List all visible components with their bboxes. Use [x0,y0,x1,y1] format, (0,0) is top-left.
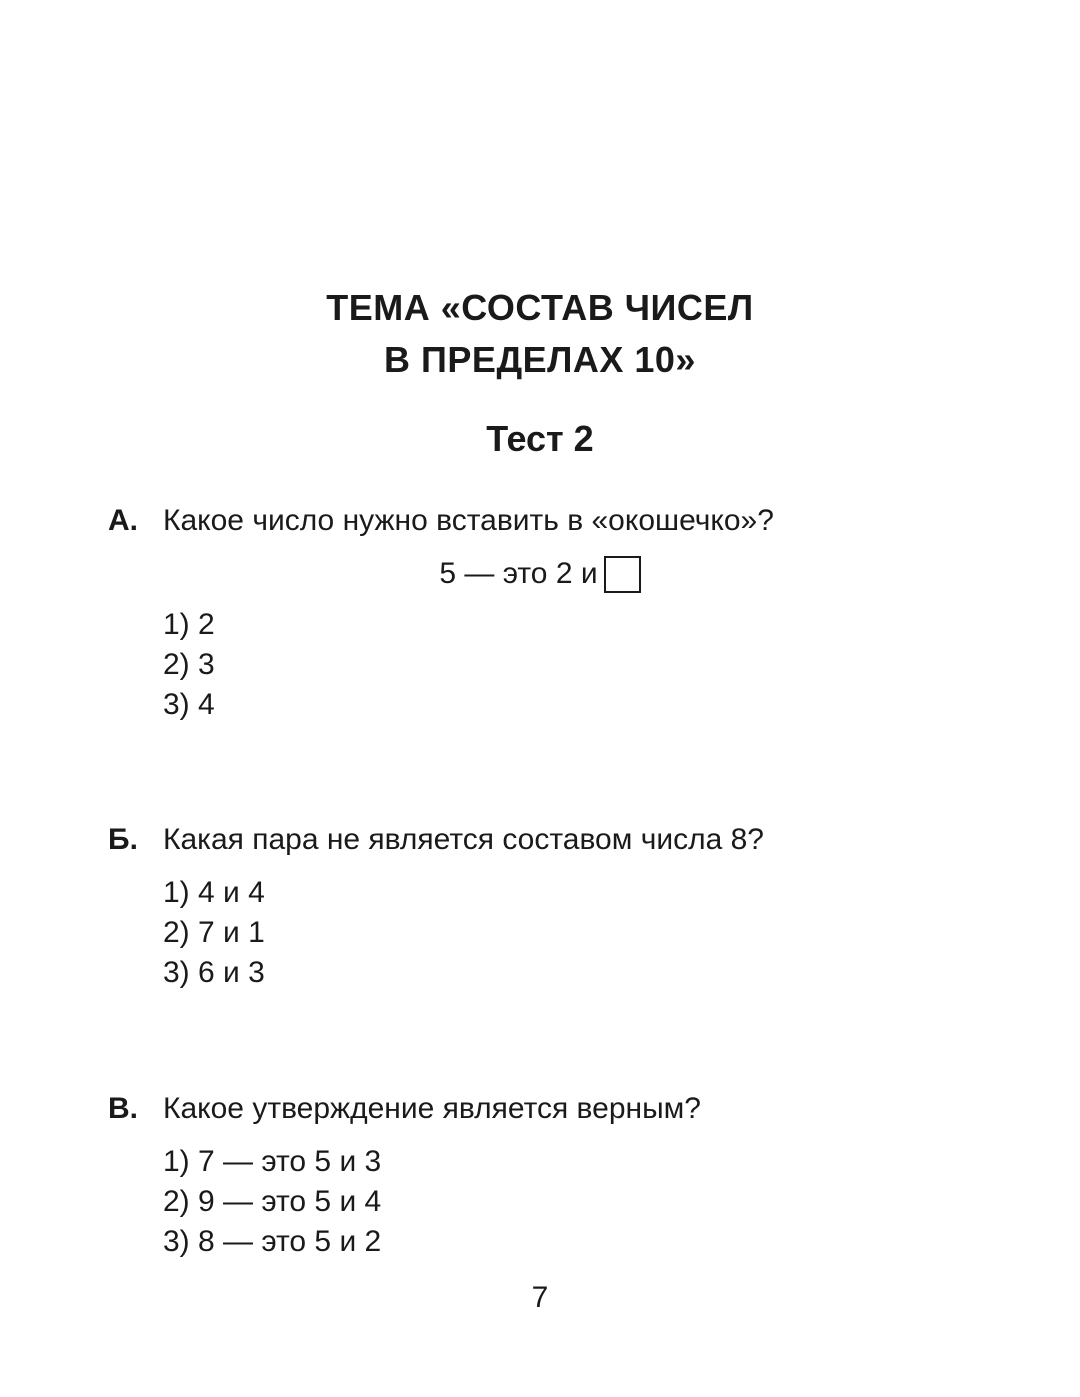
answer-window-box [604,556,641,593]
option: 3) 4 [163,688,215,721]
question-b [108,820,764,860]
question-c [108,1089,701,1129]
options-c [163,1142,381,1262]
option: 1) 7 — это 5 и 3 [163,1145,382,1178]
option: 3) 6 и 3 [163,956,265,989]
option: 3) 8 — это 5 и 2 [163,1225,382,1258]
question-text: Какое утверждение является верным? [163,1092,701,1125]
option: 2) 3 [163,648,215,681]
equation-text: 5 — это 2 и [439,557,598,590]
test-label: Тест 2 [486,418,594,459]
options-b [163,873,265,993]
option: 2) 9 — это 5 и 4 [163,1185,382,1218]
question-text: Какая пара не является составом числа 8? [163,823,764,856]
question-letter: В. [108,1092,138,1125]
question-a [108,501,774,541]
option: 1) 2 [163,608,215,641]
topic-title-line-2: В ПРЕДЕЛАХ 10» [384,339,696,380]
question-text: Какое число нужно вставить в «окошечко»? [163,504,774,537]
question-letter: А. [108,504,138,537]
equation [0,552,1080,596]
topic-title-line-1: ТЕМА «СОСТАВ ЧИСЕЛ [326,287,754,328]
question-letter: Б. [108,823,138,856]
page-number: 7 [531,1281,549,1314]
options-a [163,605,215,725]
option: 1) 4 и 4 [163,876,265,909]
topic-title [0,282,1080,386]
option: 2) 7 и 1 [163,916,265,949]
